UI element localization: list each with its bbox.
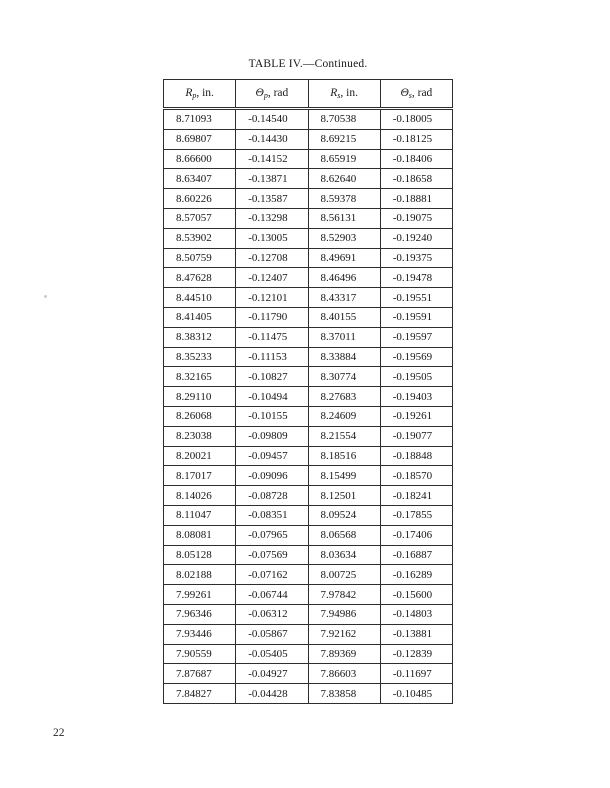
table-row — [164, 406, 453, 426]
table-cell: -0.06312 — [236, 604, 308, 624]
table-cell: 7.93446 — [164, 624, 236, 644]
header-subscript: p — [263, 91, 268, 100]
table-cell: 8.18516 — [308, 446, 380, 466]
table-cell: 8.17017 — [164, 466, 236, 486]
table-cell: 8.46496 — [308, 268, 380, 288]
table-cell: 7.87687 — [164, 664, 236, 684]
table-cell: -0.08351 — [236, 505, 308, 525]
table-cell: 8.57057 — [164, 208, 236, 228]
header-symbol: R — [185, 87, 193, 99]
table-row — [164, 109, 453, 130]
table-cell: -0.18406 — [380, 149, 452, 169]
table-cell: 8.70538 — [308, 109, 380, 130]
table-cell: -0.07965 — [236, 525, 308, 545]
table-cell: -0.14430 — [236, 129, 308, 149]
table-row — [164, 387, 453, 407]
table-cell: 7.83858 — [308, 684, 380, 704]
table-cell: 7.84827 — [164, 684, 236, 704]
table-row — [164, 327, 453, 347]
table-body — [164, 109, 453, 704]
table-cell: 8.35233 — [164, 347, 236, 367]
table-cell: 8.43317 — [308, 288, 380, 308]
table-row — [164, 208, 453, 228]
table-cell: 8.53902 — [164, 228, 236, 248]
header-suffix: , rad — [411, 87, 433, 99]
header-suffix: , in. — [196, 87, 214, 99]
table-row — [164, 446, 453, 466]
table-cell: -0.11475 — [236, 327, 308, 347]
table-title: TABLE IV.—Continued. — [248, 58, 368, 70]
table-row — [164, 268, 453, 288]
table-cell: -0.11790 — [236, 307, 308, 327]
table-cell: 8.03634 — [308, 545, 380, 565]
table-cell: 8.47628 — [164, 268, 236, 288]
table-cell: 8.20021 — [164, 446, 236, 466]
table-cell: 8.69215 — [308, 129, 380, 149]
table-cell: 8.38312 — [164, 327, 236, 347]
table-cell: -0.13871 — [236, 169, 308, 189]
table-cell: 7.90559 — [164, 644, 236, 664]
table-row — [164, 426, 453, 446]
data-table — [163, 79, 453, 704]
table-cell: 7.99261 — [164, 585, 236, 605]
table-cell: 8.41405 — [164, 307, 236, 327]
table-cell: 8.11047 — [164, 505, 236, 525]
table-cell: 8.62640 — [308, 169, 380, 189]
header-subscript: p — [192, 91, 197, 100]
table-cell: 8.49691 — [308, 248, 380, 268]
table-cell: -0.14152 — [236, 149, 308, 169]
table-row — [164, 129, 453, 149]
table-cell: 8.71093 — [164, 109, 236, 130]
table-cell: 8.14026 — [164, 486, 236, 506]
table-cell: 8.59378 — [308, 189, 380, 209]
table-row — [164, 684, 453, 704]
header-subscript: s — [408, 91, 412, 100]
table-cell: -0.10155 — [236, 406, 308, 426]
table-row — [164, 644, 453, 664]
table-cell: -0.11697 — [380, 664, 452, 684]
table-cell: 7.96346 — [164, 604, 236, 624]
table-cell: 8.50759 — [164, 248, 236, 268]
table-row — [164, 288, 453, 308]
table-cell: 8.33884 — [308, 347, 380, 367]
table-cell: -0.12407 — [236, 268, 308, 288]
table-row — [164, 664, 453, 684]
table-row — [164, 466, 453, 486]
table-cell: -0.05867 — [236, 624, 308, 644]
table-cell: 7.97842 — [308, 585, 380, 605]
table-cell: -0.14803 — [380, 604, 452, 624]
table-cell: -0.08728 — [236, 486, 308, 506]
table-cell: -0.18570 — [380, 466, 452, 486]
table-cell: 8.32165 — [164, 367, 236, 387]
table-cell: 8.09524 — [308, 505, 380, 525]
table-row — [164, 624, 453, 644]
table-cell: -0.12839 — [380, 644, 452, 664]
table-cell: -0.18005 — [380, 109, 452, 130]
table-row — [164, 486, 453, 506]
table-cell: -0.10485 — [380, 684, 452, 704]
table-cell: 8.24609 — [308, 406, 380, 426]
table-cell: -0.09096 — [236, 466, 308, 486]
table-row — [164, 604, 453, 624]
table-cell: -0.10494 — [236, 387, 308, 407]
table-cell: -0.04428 — [236, 684, 308, 704]
table-cell: -0.13005 — [236, 228, 308, 248]
table-cell: 8.23038 — [164, 426, 236, 446]
header-suffix: , in. — [340, 87, 358, 99]
table-cell: 8.12501 — [308, 486, 380, 506]
column-header-rp — [164, 80, 236, 109]
header-symbol: Θ — [255, 87, 264, 99]
table-row — [164, 367, 453, 387]
table-cell: 8.52903 — [308, 228, 380, 248]
table-cell: 8.69807 — [164, 129, 236, 149]
table-cell: 8.40155 — [308, 307, 380, 327]
table-cell: 8.56131 — [308, 208, 380, 228]
table-cell: -0.19403 — [380, 387, 452, 407]
table-cell: 8.15499 — [308, 466, 380, 486]
table-cell: 7.89369 — [308, 644, 380, 664]
table-cell: -0.09809 — [236, 426, 308, 446]
header-suffix: , rad — [267, 87, 289, 99]
table-row — [164, 169, 453, 189]
table-cell: -0.13298 — [236, 208, 308, 228]
table-cell: 7.92162 — [308, 624, 380, 644]
table-cell: -0.09457 — [236, 446, 308, 466]
table-row — [164, 585, 453, 605]
header-subscript: s — [337, 91, 341, 100]
table-cell: -0.18881 — [380, 189, 452, 209]
table-cell: -0.13587 — [236, 189, 308, 209]
table-cell: 8.02188 — [164, 565, 236, 585]
table-cell: -0.18658 — [380, 169, 452, 189]
table-cell: 8.37011 — [308, 327, 380, 347]
table-cell: 8.27683 — [308, 387, 380, 407]
table-cell: 7.86603 — [308, 664, 380, 684]
page-number: 22 — [53, 727, 65, 739]
table-cell: 8.08081 — [164, 525, 236, 545]
table-cell: -0.19375 — [380, 248, 452, 268]
table-cell: -0.12708 — [236, 248, 308, 268]
table-cell: -0.16887 — [380, 545, 452, 565]
table-row — [164, 505, 453, 525]
table-cell: -0.19240 — [380, 228, 452, 248]
header-symbol: R — [330, 87, 338, 99]
table-cell: -0.19597 — [380, 327, 452, 347]
table-cell: -0.19261 — [380, 406, 452, 426]
table-cell: -0.13881 — [380, 624, 452, 644]
table-cell: 8.29110 — [164, 387, 236, 407]
table-cell: -0.05405 — [236, 644, 308, 664]
table-cell: 8.65919 — [308, 149, 380, 169]
column-header-theta-p — [236, 80, 308, 109]
table-cell: 8.30774 — [308, 367, 380, 387]
table-row — [164, 307, 453, 327]
table-row — [164, 149, 453, 169]
table-cell: -0.07569 — [236, 545, 308, 565]
table-cell: -0.06744 — [236, 585, 308, 605]
table-cell: -0.04927 — [236, 664, 308, 684]
table-cell: -0.14540 — [236, 109, 308, 130]
table-cell: 8.66600 — [164, 149, 236, 169]
column-header-theta-s — [380, 80, 452, 109]
table-row — [164, 565, 453, 585]
table-cell: -0.10827 — [236, 367, 308, 387]
table-cell: -0.19075 — [380, 208, 452, 228]
table-cell: -0.18125 — [380, 129, 452, 149]
table-cell: -0.19551 — [380, 288, 452, 308]
table-header — [164, 80, 453, 109]
table-cell: -0.11153 — [236, 347, 308, 367]
table-cell: -0.19505 — [380, 367, 452, 387]
table-cell: 7.94986 — [308, 604, 380, 624]
table-cell: 8.63407 — [164, 169, 236, 189]
table-cell: -0.17855 — [380, 505, 452, 525]
table-cell: -0.19077 — [380, 426, 452, 446]
table-cell: -0.19591 — [380, 307, 452, 327]
table-cell: -0.07162 — [236, 565, 308, 585]
table-row — [164, 228, 453, 248]
table-cell: -0.12101 — [236, 288, 308, 308]
table-row — [164, 189, 453, 209]
column-header-rs — [308, 80, 380, 109]
table-cell: -0.19478 — [380, 268, 452, 288]
scan-speck — [44, 295, 47, 298]
table-cell: -0.18848 — [380, 446, 452, 466]
table-cell: -0.15600 — [380, 585, 452, 605]
header-symbol: Θ — [400, 87, 409, 99]
table-cell: -0.16289 — [380, 565, 452, 585]
table-header-row — [164, 80, 453, 109]
table-cell: 8.21554 — [308, 426, 380, 446]
table-row — [164, 347, 453, 367]
table-row — [164, 248, 453, 268]
table-cell: 8.44510 — [164, 288, 236, 308]
table-cell: -0.17406 — [380, 525, 452, 545]
table-cell: 8.26068 — [164, 406, 236, 426]
table-cell: -0.18241 — [380, 486, 452, 506]
table-cell: -0.19569 — [380, 347, 452, 367]
table-row — [164, 525, 453, 545]
table-cell: 8.00725 — [308, 565, 380, 585]
table-cell: 8.05128 — [164, 545, 236, 565]
table-cell: 8.60226 — [164, 189, 236, 209]
table-cell: 8.06568 — [308, 525, 380, 545]
table-row — [164, 545, 453, 565]
